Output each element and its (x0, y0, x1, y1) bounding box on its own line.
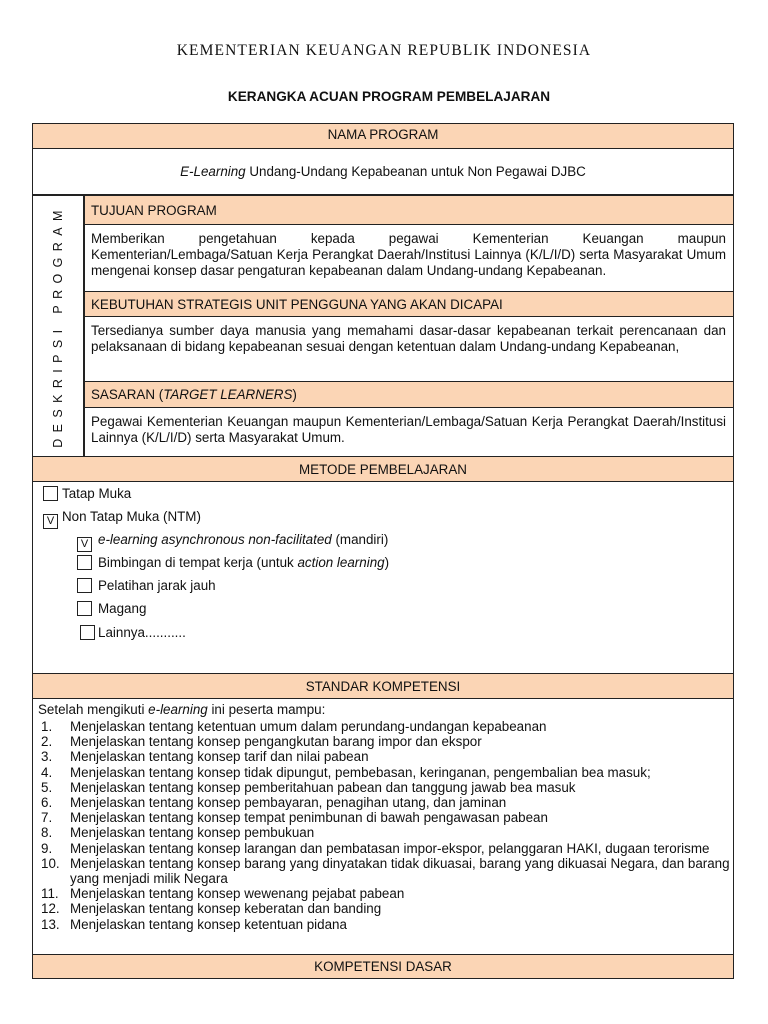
list-item-text: Menjelaskan tentang konsep pengangkutan barang impor dan ekspor (70, 734, 482, 750)
sasaran-text: Pegawai Kementerian Keuangan maupun Kementerian/Lembaga/Satuan Kerja Perangkat Daerah/Institusi Lainnya (K/L/I/D) serta Masyarakat Umum. (84, 407, 734, 457)
list-item-text: Menjelaskan tentang konsep tempat penimbunan di bawah pengawasan pabean (70, 810, 548, 826)
option-bimbingan[interactable] (77, 555, 389, 570)
option-lainnya[interactable] (80, 625, 186, 640)
kompetensi-dasar-heading: KOMPETENSI DASAR (32, 954, 734, 979)
list-item-number: 1. (41, 719, 53, 734)
kebutuhan-heading: KEBUTUHAN STRATEGIS UNIT PENGGUNA YANG AKAN DICAPAI (84, 291, 734, 317)
metode-options (32, 481, 734, 674)
tatap-muka-checkbox[interactable] (43, 486, 58, 501)
bimbingan-prefix: Bimbingan di tempat kerja (untuk (98, 555, 298, 570)
list-item-number: 8. (41, 825, 53, 841)
elearning-rest: (mandiri) (331, 532, 389, 547)
lainnya-label: Lainnya........... (98, 625, 186, 640)
list-item-text: Menjelaskan tentang konsep ketentuan pidana (70, 916, 347, 932)
list-item-text: Menjelaskan tentang konsep barang yang dinyatakan tidak dikuasai, barang yang dikuasai Negara, dan barang yang menjadi milik Negara (70, 855, 730, 887)
standar-content (32, 698, 734, 955)
list-item (33, 795, 733, 810)
list-item-text: Menjelaskan tentang konsep pembukuan (70, 825, 315, 841)
list-item-number: 3. (41, 749, 53, 765)
standar-heading: STANDAR KOMPETENSI (32, 673, 734, 699)
deskripsi-side-label (32, 195, 84, 457)
list-item (33, 734, 733, 749)
bimbingan-italic: action learning (297, 555, 385, 570)
option-elearning[interactable] (77, 532, 388, 552)
list-item-text: Menjelaskan tentang konsep larangan dan pembatasan impor-ekspor, pelanggaran HAKI, dugaan terorisme (70, 840, 710, 856)
list-item-number: 11. (41, 886, 59, 902)
ntm-label: Non Tatap Muka (NTM) (62, 509, 201, 524)
ministry-header: KEMENTERIAN KEUANGAN REPUBLIK INDONESIA (176, 42, 592, 59)
list-item-number: 10. (41, 855, 60, 871)
intro-italic: e-learning (148, 702, 208, 717)
list-item (33, 886, 733, 901)
tujuan-heading: TUJUAN PROGRAM (84, 195, 734, 225)
magang-checkbox[interactable] (77, 601, 92, 616)
tatap-muka-label: Tatap Muka (62, 486, 132, 501)
lainnya-checkbox[interactable] (80, 625, 95, 640)
sasaran-prefix: SASARAN ( (91, 387, 164, 402)
bimbingan-suffix: ) (384, 555, 390, 570)
ntm-checkbox[interactable]: V (43, 514, 58, 529)
list-item-text: Menjelaskan tentang ketentuan umum dalam perundang-undangan kepabeanan (70, 719, 547, 734)
list-item (33, 856, 733, 886)
metode-heading: METODE PEMBELAJARAN (32, 456, 734, 482)
list-item-number: 13. (41, 916, 60, 932)
list-item-text: Menjelaskan tentang konsep tidak dipungut, pembebasan, keringanan, pengembalian bea masuk; (70, 764, 651, 780)
list-item-text: Menjelaskan tentang konsep pemberitahuan pabean dan tanggung jawab bea masuk (70, 779, 576, 795)
nama-program-italic: E-Learning (180, 164, 246, 179)
tujuan-text: Memberikan pengetahuan kepada pegawai Kementerian Keuangan maupun Kementerian/Lembaga/Satuan Kerja Perangkat Daerah/Institusi Lainnya (K/L/I/D) serta Masyarakat Umum mengenai konsep dasar pengaturan kepabeanan dalam Undang-undang Kepabeanan. (84, 224, 734, 292)
elearning-checkbox[interactable]: V (77, 537, 92, 552)
document-title: KERANGKA ACUAN PROGRAM PEMBELAJARAN (227, 89, 551, 104)
list-item (33, 749, 733, 764)
list-item (33, 765, 733, 780)
pelatihan-label: Pelatihan jarak jauh (98, 578, 216, 593)
option-ntm[interactable] (43, 509, 201, 529)
pelatihan-checkbox[interactable] (77, 578, 92, 593)
list-item-number: 5. (41, 779, 53, 795)
list-item (33, 841, 733, 856)
standar-intro (33, 701, 733, 718)
option-tatap-muka[interactable] (43, 486, 131, 501)
list-item (33, 719, 733, 734)
nama-program-rest: Undang-Undang Kepabeanan untuk Non Pegawai DJBC (245, 164, 586, 179)
option-pelatihan[interactable] (77, 578, 216, 593)
list-item-text: Menjelaskan tentang konsep wewenang pejabat pabean (70, 886, 405, 902)
list-item-number: 7. (41, 810, 53, 826)
magang-label: Magang (98, 601, 147, 616)
list-item-number: 2. (41, 734, 53, 750)
sasaran-heading (84, 381, 734, 408)
list-item-number: 12. (41, 901, 60, 917)
list-item (33, 917, 733, 932)
list-item-number: 6. (41, 795, 53, 811)
list-item-text: Menjelaskan tentang konsep keberatan dan banding (70, 901, 382, 917)
sasaran-italic: TARGET LEARNERS (163, 387, 293, 402)
nama-program-value (32, 148, 734, 195)
intro-prefix: Setelah mengikuti (38, 702, 149, 717)
deskripsi-side-text: DESKRIPSI PROGRAM (51, 204, 65, 448)
list-item (33, 780, 733, 795)
list-item-number: 4. (41, 764, 53, 780)
list-item-text: Menjelaskan tentang konsep pembayaran, penagihan utang, dan jaminan (70, 795, 507, 811)
list-item-text: Menjelaskan tentang konsep tarif dan nilai pabean (70, 749, 369, 765)
list-item-number: 9. (41, 840, 53, 856)
kebutuhan-text: Tersedianya sumber daya manusia yang memahami dasar-dasar kepabeanan terkait perencanaan dan pelaksanaan di bidang kepabeanan sesuai dengan ketentuan dalam Undang-undang Kepabeanan, (84, 316, 734, 382)
intro-suffix: ini peserta mampu: (207, 702, 326, 717)
list-item (33, 810, 733, 825)
option-magang[interactable] (77, 601, 146, 616)
nama-program-heading: NAMA PROGRAM (32, 123, 734, 149)
program-table (32, 123, 736, 979)
bimbingan-checkbox[interactable] (77, 555, 92, 570)
list-item (33, 901, 733, 916)
standar-list (33, 719, 733, 932)
sasaran-suffix: ) (292, 387, 297, 402)
list-item (33, 825, 733, 840)
elearning-italic: e-learning asynchronous non-facilitated (98, 532, 332, 547)
